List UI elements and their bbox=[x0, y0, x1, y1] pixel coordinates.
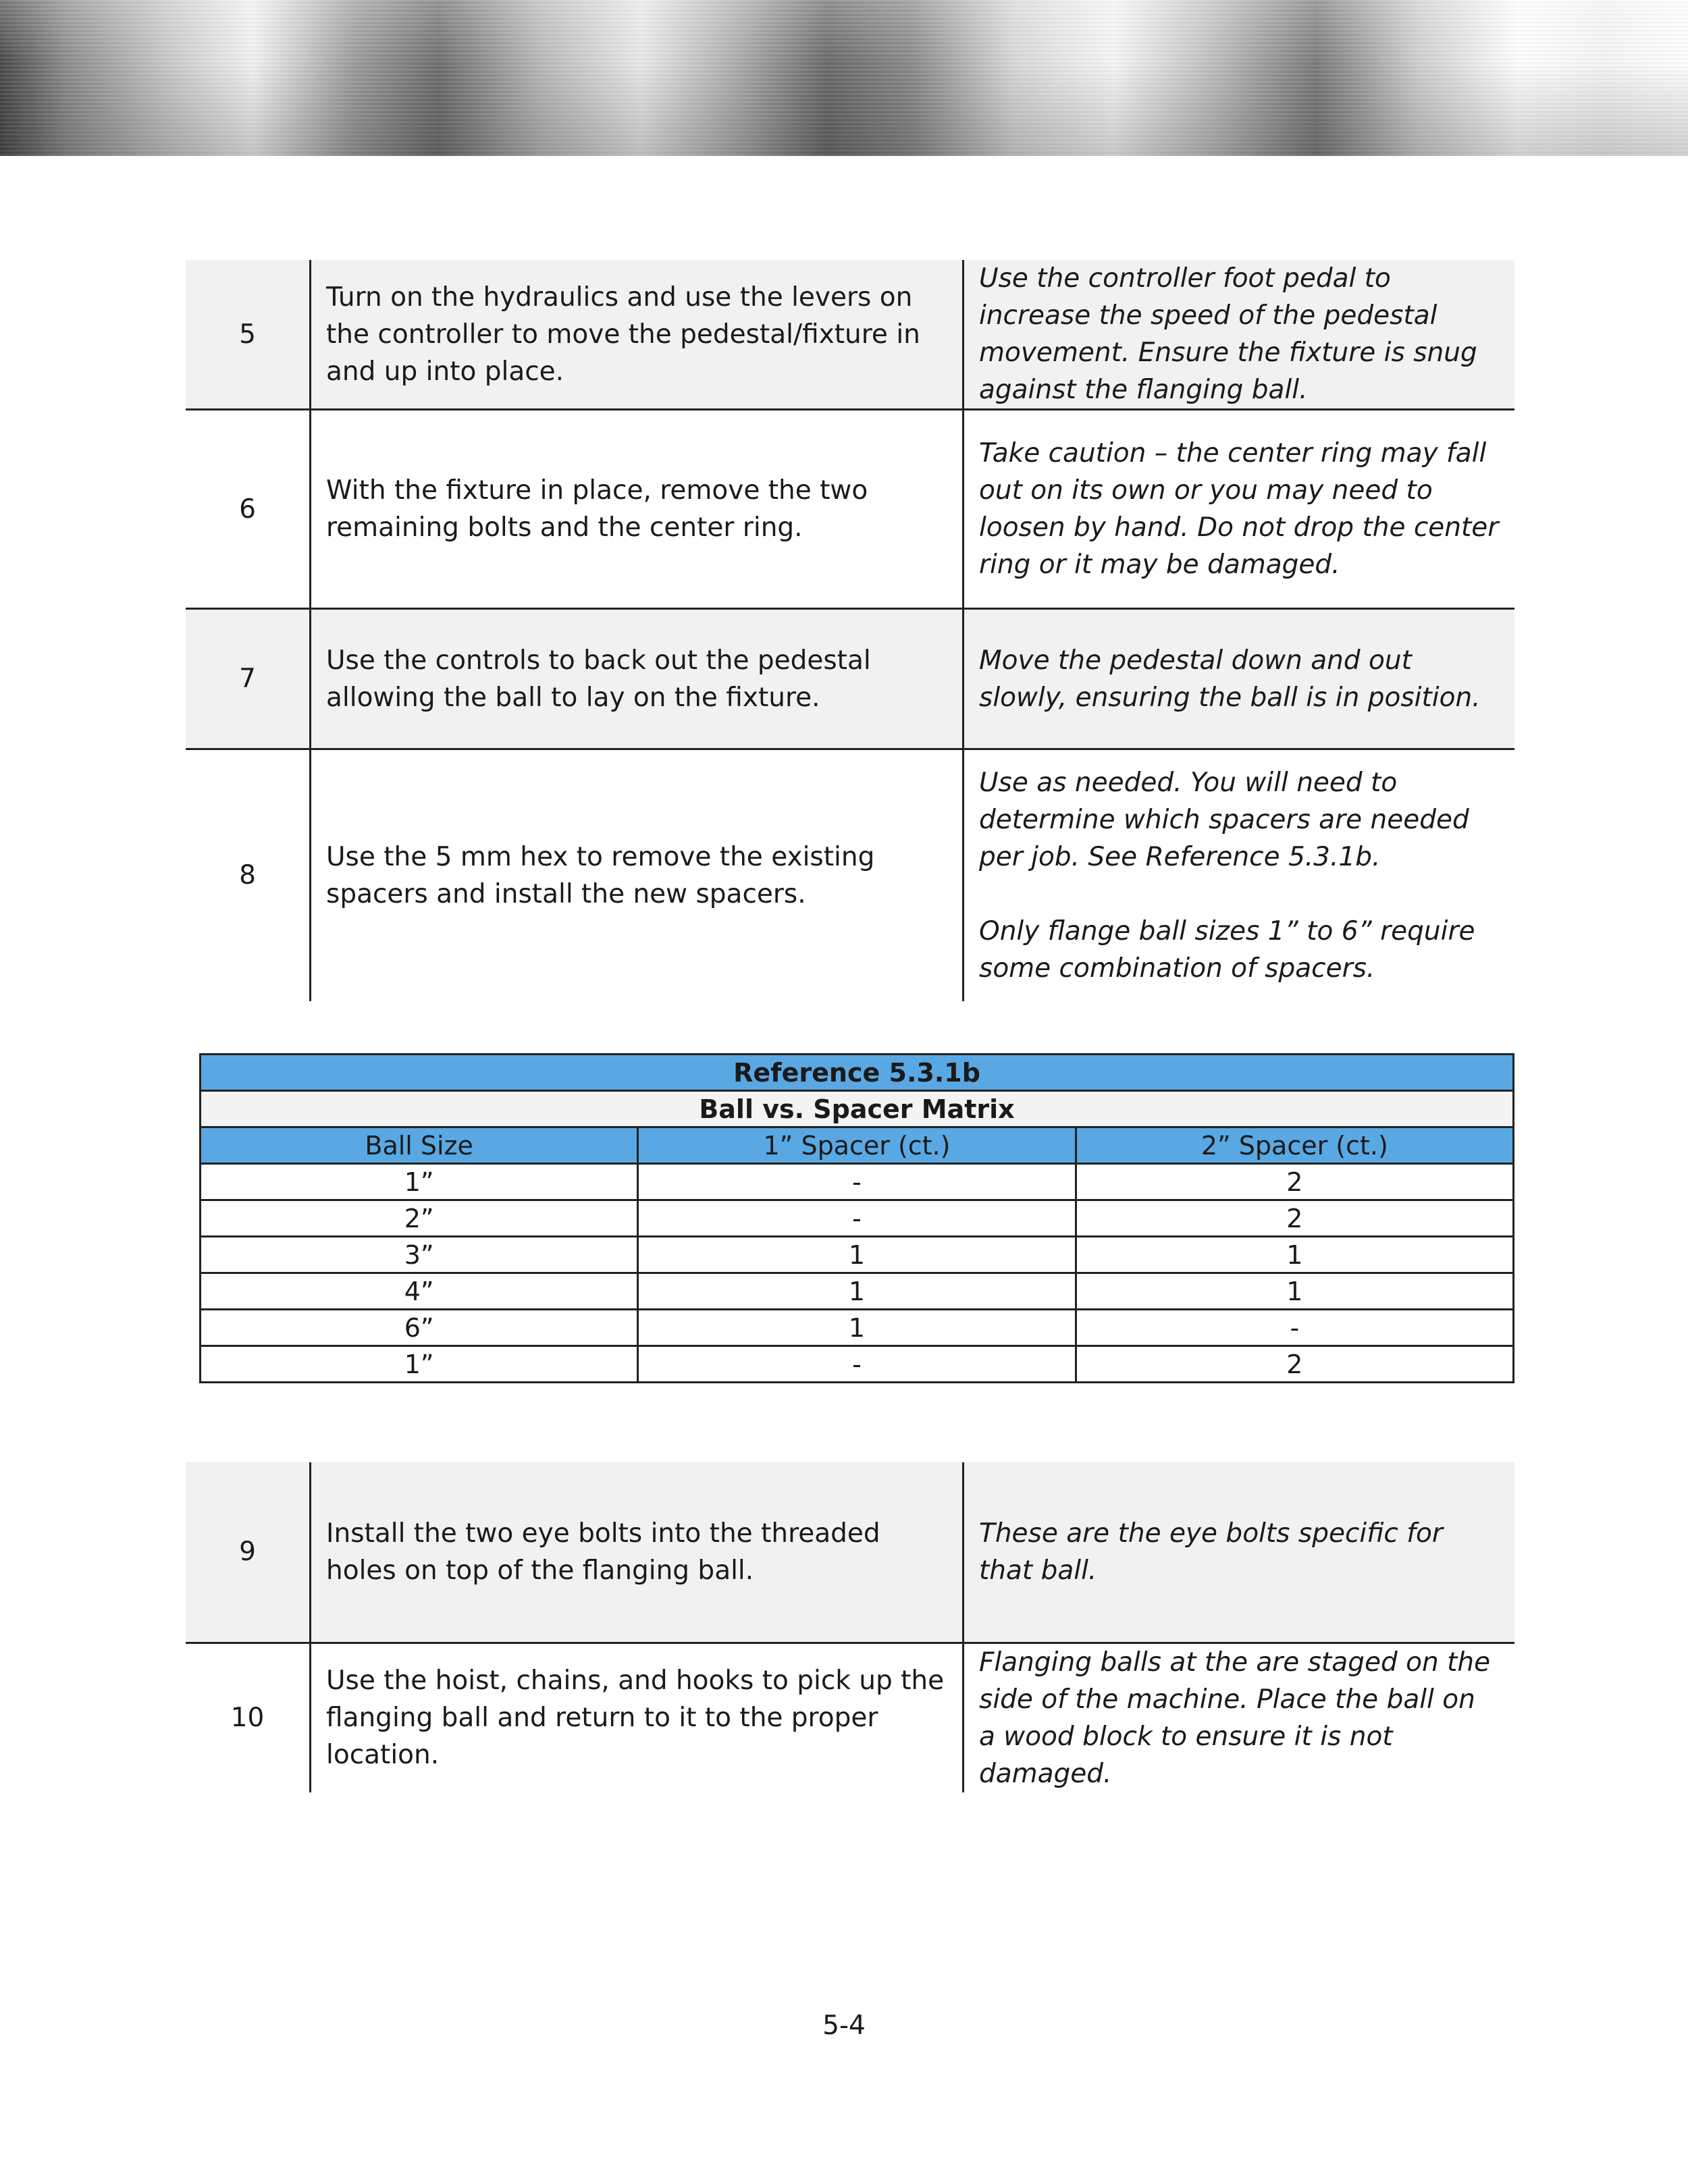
matrix-header-cell: 1” Spacer (ct.) bbox=[638, 1127, 1076, 1164]
matrix-cell: 2 bbox=[1076, 1346, 1513, 1383]
step-action: Install the two eye bolts into the threaded holes on top of the flanging ball. bbox=[311, 1462, 964, 1643]
matrix-header-cell: Ball Size bbox=[201, 1127, 638, 1164]
matrix-cell: 2 bbox=[1076, 1200, 1513, 1237]
matrix-cell: 3” bbox=[201, 1237, 638, 1273]
step-number: 10 bbox=[230, 1703, 265, 1733]
matrix-cell: - bbox=[638, 1164, 1076, 1200]
matrix-header-cell: 2” Spacer (ct.) bbox=[1076, 1127, 1513, 1164]
matrix-row bbox=[201, 1164, 1514, 1200]
header-banner-shade bbox=[0, 0, 1688, 156]
matrix-cell: 1” bbox=[201, 1346, 638, 1383]
matrix-cell: 1 bbox=[1076, 1273, 1513, 1310]
step-row-7 bbox=[186, 609, 1514, 749]
matrix-cell: 2 bbox=[1076, 1164, 1513, 1200]
step-action: With the fixture in place, remove the two remaining bolts and the center ring. bbox=[311, 410, 964, 609]
step-note: Take caution – the center ring may fall out on its own or you may need to loosen by hand. Do not drop the center ring or it may be damaged. bbox=[964, 410, 1515, 609]
step-row-8 bbox=[186, 749, 1514, 1001]
matrix-cell: 1 bbox=[638, 1273, 1076, 1310]
matrix-cell: 1 bbox=[638, 1310, 1076, 1346]
step-action: Turn on the hydraulics and use the levers on the controller to move the pedestal/fixture in and up into place. bbox=[311, 260, 964, 410]
step-number: 8 bbox=[239, 860, 256, 891]
matrix-row bbox=[201, 1200, 1514, 1237]
step-number: 9 bbox=[186, 1462, 311, 1643]
step-note: Use the controller foot pedal to increase the speed of the pedestal movement. Ensure the fixture is snug against the flanging ball. bbox=[964, 260, 1515, 410]
step-row-6 bbox=[186, 410, 1514, 609]
matrix-cell: - bbox=[638, 1200, 1076, 1237]
matrix-row bbox=[201, 1237, 1514, 1273]
page-number: 5-4 bbox=[822, 2010, 866, 2041]
step-note: These are the eye bolts specific for that ball. bbox=[964, 1462, 1515, 1643]
step-note: Flanging balls at the are staged on the side of the machine. Place the ball on a wood block to ensure it is not damaged. bbox=[964, 1643, 1515, 1792]
step-note bbox=[964, 749, 1515, 1001]
matrix-row bbox=[201, 1310, 1514, 1346]
step-action: Use the controls to back out the pedestal allowing the ball to lay on the fixture. bbox=[311, 609, 964, 749]
step-row-9 bbox=[186, 1462, 1514, 1643]
matrix-cell: 1” bbox=[201, 1164, 638, 1200]
matrix-subtitle: Ball vs. Spacer Matrix bbox=[201, 1091, 1514, 1127]
spacer-matrix-table bbox=[199, 1053, 1514, 1383]
step-action: Use the 5 mm hex to remove the existing spacers and install the new spacers. bbox=[311, 749, 964, 1001]
step-action: Use the hoist, chains, and hooks to pick up the flanging ball and return to it to the proper location. bbox=[311, 1643, 964, 1792]
matrix-row bbox=[201, 1346, 1514, 1383]
step-row-5 bbox=[186, 260, 1514, 410]
matrix-cell: - bbox=[638, 1346, 1076, 1383]
step-row-10 bbox=[186, 1643, 1514, 1792]
step-note: Move the pedestal down and out slowly, ensuring the ball is in position. bbox=[964, 609, 1515, 749]
matrix-cell: 4” bbox=[201, 1273, 638, 1310]
matrix-cell: 2” bbox=[201, 1200, 638, 1237]
step-number: 7 bbox=[186, 609, 311, 749]
step-number: 5 bbox=[186, 260, 311, 410]
matrix-cell: 1 bbox=[638, 1237, 1076, 1273]
procedure-table-top bbox=[186, 260, 1514, 1001]
step-note-paragraph: Use as needed. You will need to determine which spacers are needed per job. See Reference 5.3.1b. bbox=[979, 767, 1469, 872]
matrix-header-row bbox=[201, 1127, 1514, 1164]
procedure-table-bottom bbox=[186, 1462, 1514, 1792]
matrix-title: Reference 5.3.1b bbox=[201, 1055, 1514, 1091]
matrix-cell: - bbox=[1076, 1310, 1513, 1346]
matrix-cell: 1 bbox=[1076, 1237, 1513, 1273]
step-note-paragraph: Only flange ball sizes 1” to 6” require some combination of spacers. bbox=[979, 915, 1475, 984]
matrix-row bbox=[201, 1273, 1514, 1310]
step-number: 6 bbox=[186, 410, 311, 609]
matrix-cell: 6” bbox=[201, 1310, 638, 1346]
